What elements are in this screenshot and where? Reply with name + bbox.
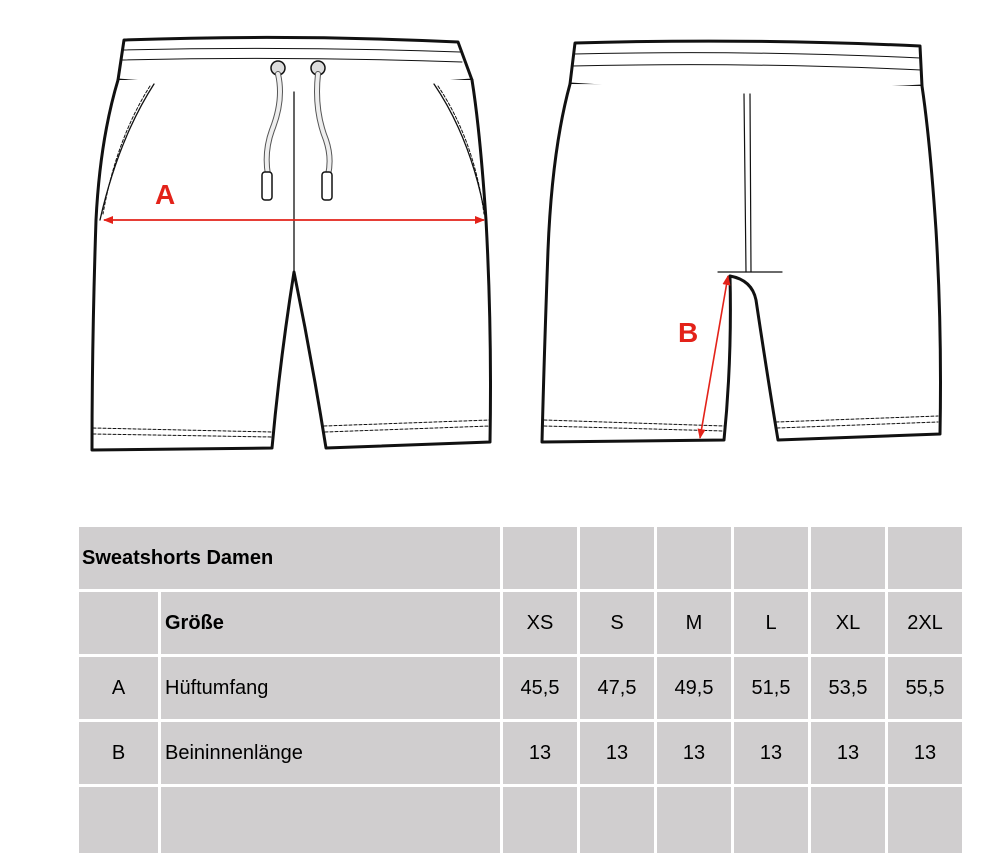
row-value: 13 [503, 722, 577, 784]
size-chart-table [76, 524, 965, 856]
row-key: A [79, 657, 158, 719]
row-key: B [79, 722, 158, 784]
row-value: 13 [811, 722, 885, 784]
size-m: M [657, 592, 731, 654]
row-value: 53,5 [811, 657, 885, 719]
size-l: L [734, 592, 808, 654]
row-value: 55,5 [888, 657, 962, 719]
row-value: 13 [580, 722, 654, 784]
table-row [79, 722, 962, 784]
row-value: 45,5 [503, 657, 577, 719]
measure-label-b: B [678, 317, 699, 348]
size-xl: XL [811, 592, 885, 654]
shorts-front-view [92, 37, 491, 450]
table-empty-row [79, 787, 962, 853]
table-row [79, 657, 962, 719]
measure-label-a: A [155, 179, 176, 210]
row-value: 47,5 [580, 657, 654, 719]
row-label: Beininnenlänge [161, 722, 500, 784]
row-label: Hüftumfang [161, 657, 500, 719]
row-value: 13 [734, 722, 808, 784]
size-2xl: 2XL [888, 592, 962, 654]
row-value: 51,5 [734, 657, 808, 719]
shorts-back-view [542, 41, 941, 442]
size-header-label: Größe [161, 592, 500, 654]
size-xs: XS [503, 592, 577, 654]
table-title: Sweatshorts Damen [79, 527, 500, 589]
row-value: 13 [657, 722, 731, 784]
row-value: 13 [888, 722, 962, 784]
row-value: 49,5 [657, 657, 731, 719]
size-s: S [580, 592, 654, 654]
table-title-row [79, 527, 962, 589]
table-header-row [79, 592, 962, 654]
